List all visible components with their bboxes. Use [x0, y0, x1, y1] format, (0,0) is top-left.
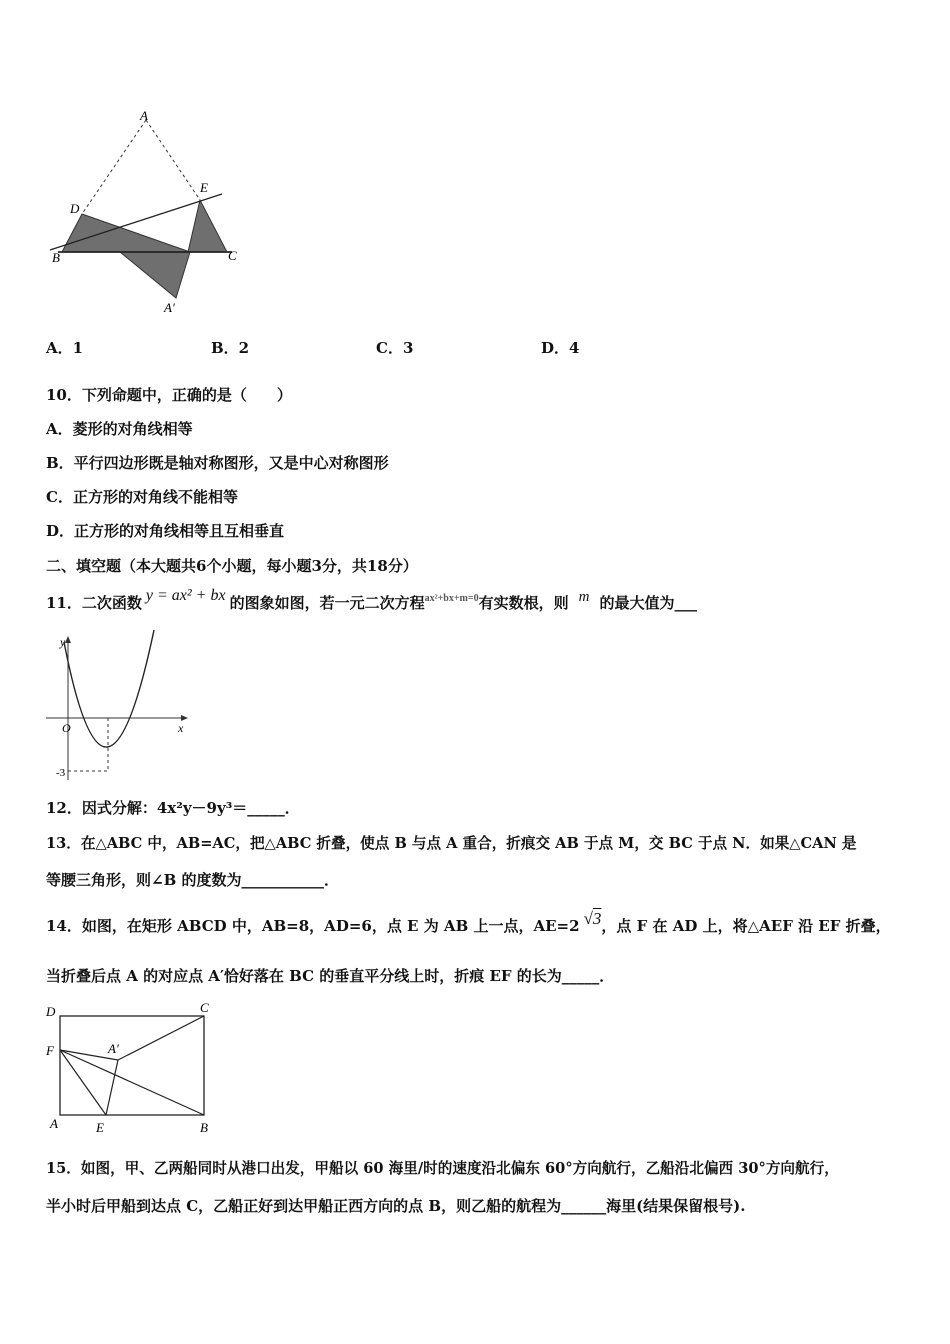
q11-equation: ax²+bx+m=0 — [424, 593, 479, 604]
label-origin: O — [62, 721, 71, 735]
shaded-right-region — [188, 200, 227, 252]
label-a-prime: A′ — [164, 300, 175, 315]
q14-line1 — [46, 909, 891, 936]
segment-a-prime-c — [118, 1016, 204, 1060]
label-y: y — [60, 635, 66, 649]
dashed-ad — [82, 120, 146, 214]
q10-option-b: B．平行四边形既是轴对称图形，又是中心对称图形 — [46, 454, 389, 472]
q12-text: 12．因式分解：4x²y－9y³＝_____． — [46, 799, 300, 817]
label-b: B — [200, 1120, 208, 1135]
q13-line2: 等腰三角形，则∠B 的度数为___________． — [46, 871, 339, 889]
parabola-figure — [40, 628, 200, 788]
q15-line2: 半小时后甲船到达点 C，乙船正好到达甲船正西方向的点 B，则乙船的航程为______海里(结果保留根号). — [46, 1197, 746, 1215]
q9-option-d: D．4 — [541, 339, 580, 357]
q15-line1: 15．如图，甲、乙两船同时从港口出发，甲船以 60 海里/时的速度沿北偏东 60°方向航行，乙船沿北偏西 30°方向航行， — [46, 1160, 839, 1177]
q14-part1: 14．如图，在矩形 ABCD 中，AB=8，AD=6，点 E 为 AB 上一点，AE=2 — [46, 917, 580, 935]
q14-line2: 当折叠后点 A 的对应点 A′恰好落在 BC 的垂直平分线上时，折痕 EF 的长为_____． — [46, 967, 615, 985]
q11-text — [46, 587, 697, 613]
label-a-prime: A′ — [108, 1041, 119, 1056]
label-a: A — [140, 108, 148, 123]
q9-option-a: A．1 — [46, 339, 84, 357]
label-f: F — [46, 1043, 54, 1058]
q11-part4: 的最大值为___ — [599, 594, 697, 612]
q11-var: m — [578, 589, 590, 605]
segment-fb — [60, 1050, 204, 1115]
label-c: C — [228, 248, 237, 263]
label-a: A — [50, 1116, 58, 1131]
label-c: C — [200, 1000, 209, 1015]
dashed-ae — [146, 120, 200, 200]
q11-part2: 的图象如图，若一元二次方程 — [229, 594, 425, 612]
q9-option-c: C．3 — [376, 339, 414, 357]
shaded-bottom-region — [120, 252, 190, 298]
q10-stem: 10．下列命题中，正确的是（ ） — [46, 386, 292, 404]
label-b: B — [52, 250, 60, 265]
q9-option-b: B．2 — [211, 339, 250, 357]
y-axis-arrow — [65, 636, 71, 643]
q13-line1: 13．在△ABC 中，AB=AC，把△ABC 折叠，使点 B 与点 A 重合，折痕交 AB 于点 M，交 BC 于点 N．如果△CAN 是 — [46, 835, 857, 852]
label-d: D — [70, 201, 80, 216]
q10-option-a: A．菱形的对角线相等 — [46, 420, 193, 438]
shaded-left-region — [62, 214, 190, 252]
label-e: E — [96, 1120, 104, 1135]
parabola-curve — [64, 630, 154, 747]
q14-sqrt: √3 — [583, 909, 602, 928]
q14-sqrt-arg: 3 — [592, 909, 602, 928]
label-d: D — [46, 1004, 56, 1019]
label-x: x — [178, 721, 184, 735]
label-minus-3: -3 — [56, 767, 66, 779]
segment-a-prime-e — [106, 1060, 118, 1115]
q11-part3: 有实数根，则 — [478, 594, 569, 612]
section2-heading: 二、填空题（本大题共6个小题，每小题3分，共18分） — [46, 557, 418, 575]
rectangle-figure — [40, 998, 230, 1138]
q10-option-c: C．正方形的对角线不能相等 — [46, 488, 238, 506]
fold-triangle-figure — [40, 100, 250, 325]
label-e: E — [200, 180, 208, 195]
q11-formula: y = ax² + bx — [145, 587, 226, 604]
q10-option-d: D．正方形的对角线相等且互相垂直 — [46, 522, 285, 540]
rectangle-abcd — [60, 1016, 204, 1115]
q11-part1: 11．二次函数 — [46, 594, 142, 612]
q14-part2: ，点 F 在 AD 上，将△AEF 沿 EF 折叠， — [601, 917, 891, 935]
